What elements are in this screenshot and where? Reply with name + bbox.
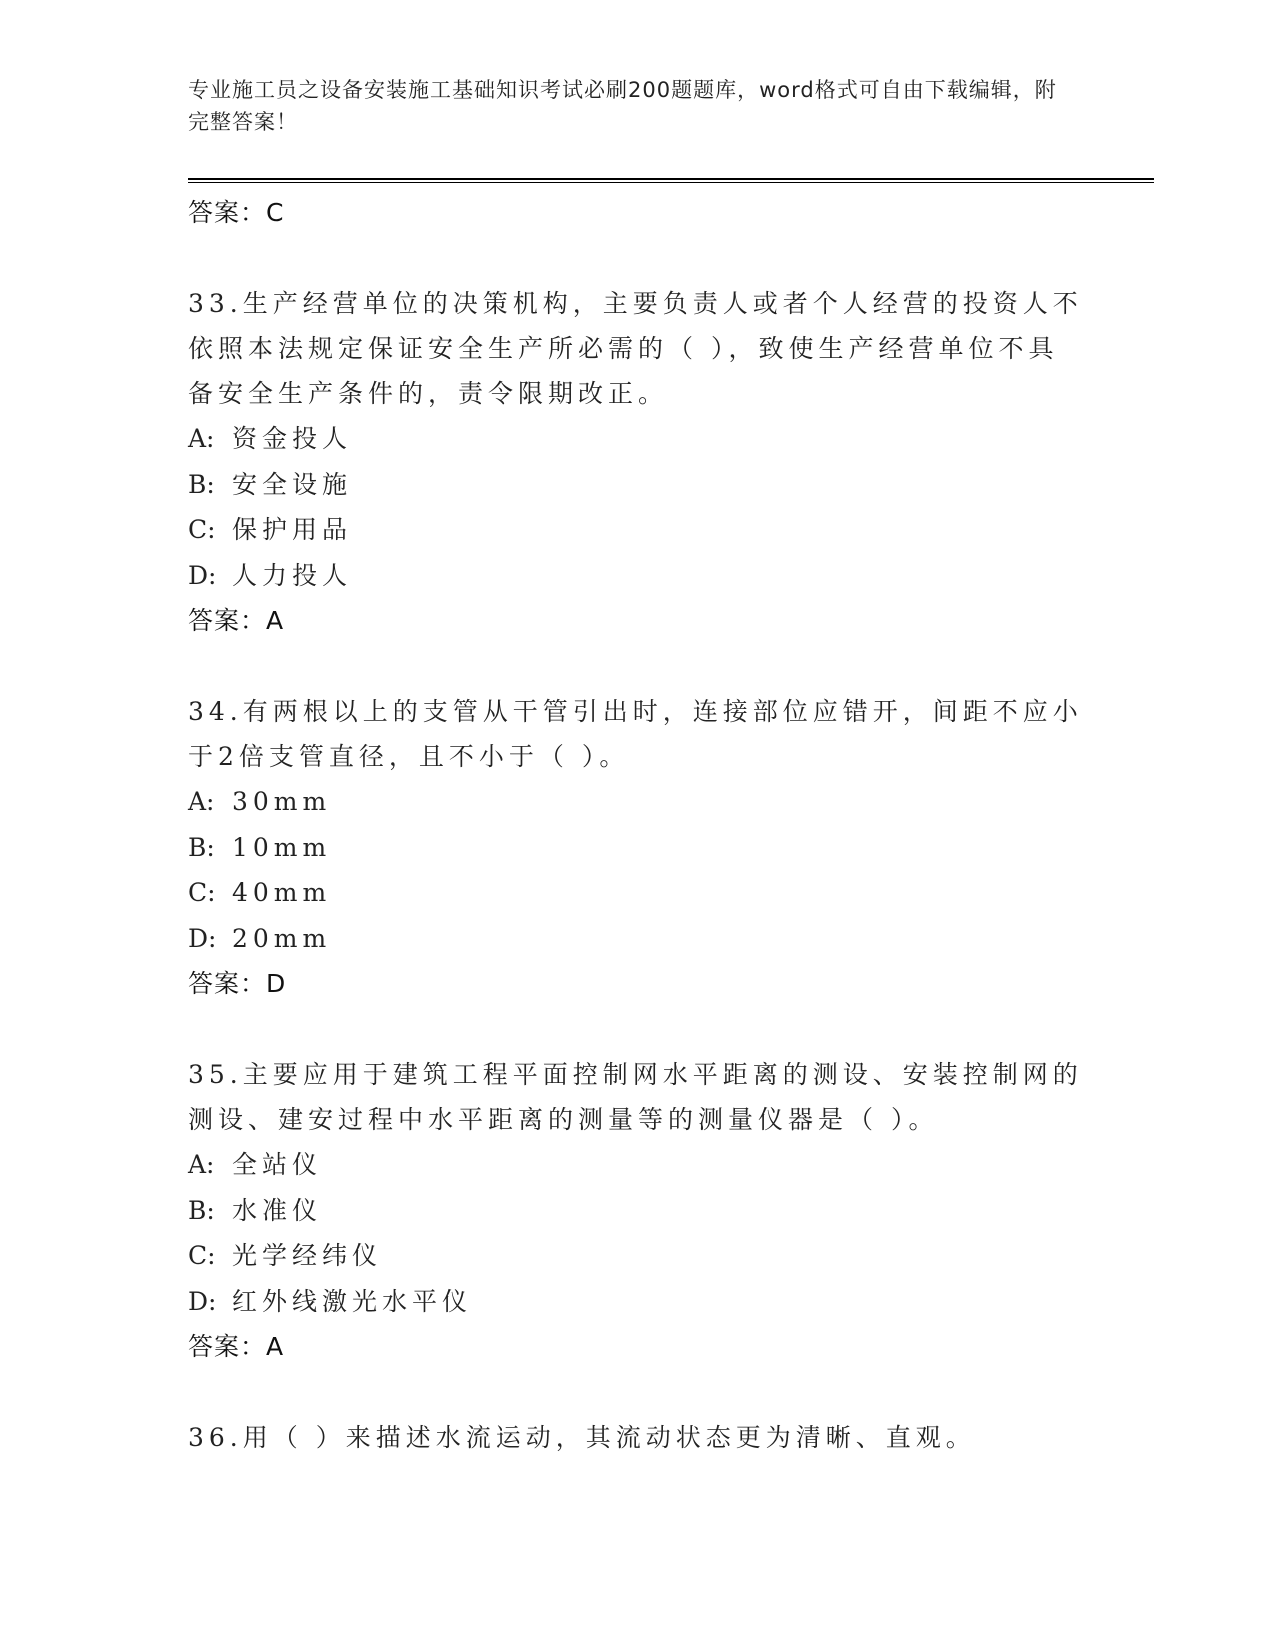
question-block-35 bbox=[188, 1052, 1088, 1370]
option-d bbox=[188, 916, 1088, 962]
question-text: 36.用（ ）来描述水流运动，其流动状态更为清晰、直观。 bbox=[188, 1423, 976, 1452]
option-b bbox=[188, 462, 1088, 508]
option-d bbox=[188, 1279, 1088, 1325]
question-text: 34.有两根以上的支管从干管引出时，连接部位应错开，间距不应小于2倍支管直径，且不小于（ ）。 bbox=[188, 697, 1083, 771]
option-text: 40mm bbox=[232, 878, 332, 907]
question-block-36 bbox=[188, 1415, 1088, 1460]
option-text: 10mm bbox=[232, 832, 332, 862]
answer-line: 答案：D bbox=[188, 969, 287, 998]
option-c bbox=[188, 507, 1088, 553]
answer-line: 答案：A bbox=[188, 1332, 285, 1361]
document-body bbox=[188, 190, 1088, 1460]
option-a bbox=[188, 1142, 1088, 1188]
option-letter: C: bbox=[188, 1241, 216, 1270]
option-text: 人力投人 bbox=[232, 560, 353, 590]
option-b bbox=[188, 825, 1088, 871]
option-letter: C: bbox=[188, 515, 216, 544]
option-text: 资金投人 bbox=[232, 424, 353, 453]
option-letter: C: bbox=[188, 878, 216, 907]
option-d bbox=[188, 553, 1088, 599]
option-a bbox=[188, 779, 1088, 825]
option-text: 30mm bbox=[232, 787, 332, 816]
answer-line: 答案：C bbox=[188, 198, 285, 227]
option-letter: D: bbox=[188, 1286, 217, 1316]
header-rule-thin bbox=[188, 182, 1154, 183]
option-text: 光学经纬仪 bbox=[232, 1241, 383, 1270]
option-letter: A: bbox=[188, 787, 215, 816]
option-letter: B: bbox=[188, 469, 215, 499]
option-text: 保护用品 bbox=[232, 515, 353, 544]
answer-line: 答案：A bbox=[188, 606, 285, 635]
option-text: 20mm bbox=[232, 923, 332, 953]
option-text: 水准仪 bbox=[232, 1195, 323, 1225]
option-letter: D: bbox=[188, 560, 217, 590]
option-c bbox=[188, 1233, 1088, 1279]
option-a bbox=[188, 416, 1088, 462]
question-text: 35.主要应用于建筑工程平面控制网水平距离的测设、安装控制网的测设、建安过程中水平距离的测量等的测量仪器是（ ）。 bbox=[188, 1060, 1083, 1134]
option-letter: D: bbox=[188, 923, 217, 953]
question-block-33 bbox=[188, 281, 1088, 644]
document-header: 专业施工员之设备安装施工基础知识考试必刷200题题库，word格式可自由下载编辑，附完整答案！ bbox=[188, 78, 1057, 134]
header-rule-thick bbox=[188, 178, 1154, 180]
option-b bbox=[188, 1188, 1088, 1234]
question-block-34 bbox=[188, 689, 1088, 1007]
option-c bbox=[188, 870, 1088, 916]
option-letter: A: bbox=[188, 1150, 215, 1179]
option-letter: B: bbox=[188, 1195, 215, 1225]
option-letter: B: bbox=[188, 832, 215, 862]
option-text: 安全设施 bbox=[232, 469, 353, 499]
option-text: 红外线激光水平仪 bbox=[232, 1286, 473, 1316]
option-text: 全站仪 bbox=[232, 1150, 323, 1179]
question-text: 33.生产经营单位的决策机构，主要负责人或者个人经营的投资人不依照本法规定保证安全生产所必需的（ ），致使生产经营单位不具备安全生产条件的，责令限期改正。 bbox=[188, 289, 1083, 408]
option-letter: A: bbox=[188, 424, 215, 453]
